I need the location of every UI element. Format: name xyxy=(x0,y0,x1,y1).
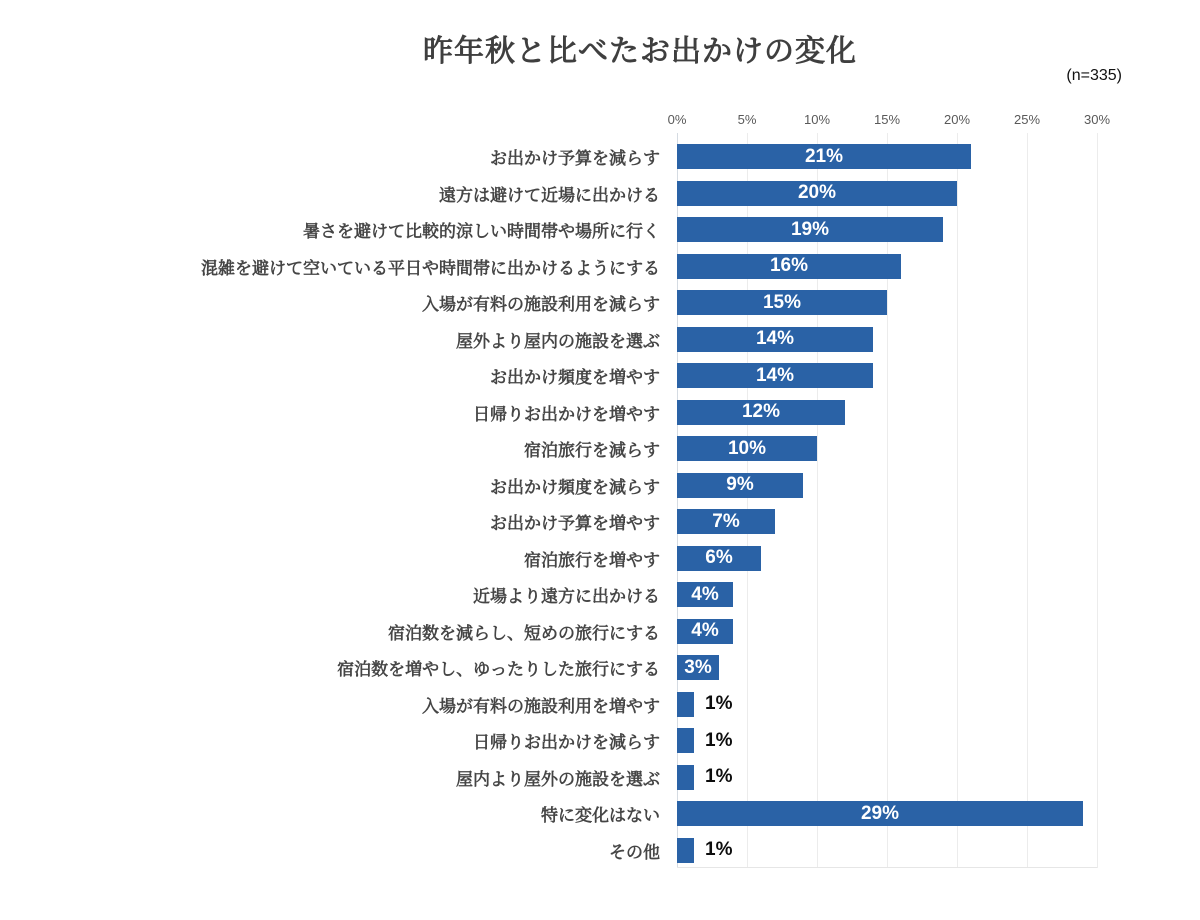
value-label: 7% xyxy=(712,510,740,532)
category-label: その他 xyxy=(609,842,660,862)
category-label: お出かけ頻度を増やす xyxy=(490,368,660,387)
value-label: 1% xyxy=(705,766,733,787)
bar xyxy=(677,327,873,352)
category-label: 入場が有料の施設利用を減らす xyxy=(422,295,660,314)
chart-row xyxy=(0,759,1200,796)
value-label: 19% xyxy=(790,218,830,240)
chart-row xyxy=(0,722,1200,759)
chart-row xyxy=(0,394,1200,431)
category-label: 屋内より屋外の施設を選ぶ xyxy=(456,769,660,789)
bar xyxy=(677,801,1083,826)
chart-row xyxy=(0,138,1200,175)
category-label: 屋外より屋内の施設を選ぶ xyxy=(456,331,660,351)
bar xyxy=(677,692,694,717)
x-axis-tick-label: 10% xyxy=(803,112,831,127)
category-label: 宿泊数を減らし、短めの旅行にする xyxy=(388,623,660,643)
chart-row xyxy=(0,284,1200,321)
chart-row xyxy=(0,576,1200,613)
x-axis-tick-label: 25% xyxy=(1013,112,1041,127)
bar xyxy=(677,473,803,498)
bar xyxy=(677,436,817,461)
category-label: 暑さを避けて比較的涼しい時間帯や場所に行く xyxy=(303,222,660,241)
value-label: 1% xyxy=(705,729,733,751)
category-label: 入場が有料の施設利用を増やす xyxy=(422,696,660,716)
value-label: 10% xyxy=(727,437,767,459)
sample-size-label: (n=335) xyxy=(1066,67,1122,84)
value-label: 1% xyxy=(705,693,733,714)
value-label: 16% xyxy=(769,255,809,276)
category-label: 日帰りお出かけを減らす xyxy=(473,733,660,752)
bar xyxy=(677,144,971,169)
value-label: 12% xyxy=(741,401,781,422)
x-axis-tick-label: 5% xyxy=(737,112,757,127)
category-label: 宿泊旅行を減らす xyxy=(524,441,660,460)
value-label: 21% xyxy=(804,145,844,167)
chart-row xyxy=(0,613,1200,650)
chart-row xyxy=(0,357,1200,394)
chart-title: 昨年秋と比べたお出かけの変化 xyxy=(423,35,857,68)
bar xyxy=(677,655,719,680)
category-label: 近場より遠方に出かける xyxy=(473,587,660,606)
x-axis-tick-label: 30% xyxy=(1083,112,1111,127)
value-label: 4% xyxy=(691,583,719,605)
bar xyxy=(677,400,845,425)
chart-row xyxy=(0,795,1200,832)
x-axis-tick-label: 15% xyxy=(873,112,901,127)
bar xyxy=(677,838,694,863)
chart-row xyxy=(0,503,1200,540)
value-label: 3% xyxy=(684,656,712,678)
bar xyxy=(677,765,694,790)
category-label: 遠方は避けて近場に出かける xyxy=(439,185,660,205)
x-axis-tick-label: 0% xyxy=(667,112,687,127)
x-axis-tick-label: 20% xyxy=(943,112,971,127)
chart-row xyxy=(0,467,1200,504)
category-label: 宿泊数を増やし、ゆったりした旅行にする xyxy=(337,660,660,679)
value-label: 1% xyxy=(705,839,733,860)
chart-row xyxy=(0,211,1200,248)
category-label: 混雑を避けて空いている平日や時間帯に出かけるようにする xyxy=(201,258,660,278)
bar xyxy=(677,509,775,534)
category-label: お出かけ予算を減らす xyxy=(490,149,660,168)
value-label: 20% xyxy=(797,182,837,203)
bar xyxy=(677,546,761,571)
chart-row xyxy=(0,321,1200,358)
category-label: 特に変化はない xyxy=(541,806,660,825)
bar xyxy=(677,728,694,753)
value-label: 6% xyxy=(705,547,733,568)
chart-row xyxy=(0,540,1200,577)
bar xyxy=(677,582,733,607)
bar xyxy=(677,290,887,315)
value-label: 9% xyxy=(726,474,754,495)
bar xyxy=(677,619,733,644)
value-label: 15% xyxy=(762,291,802,313)
bar xyxy=(677,217,943,242)
bar xyxy=(677,254,901,279)
category-label: お出かけ頻度を減らす xyxy=(490,477,660,497)
bar xyxy=(677,181,957,206)
category-label: 宿泊旅行を増やす xyxy=(524,550,660,570)
value-label: 14% xyxy=(755,364,795,386)
value-label: 14% xyxy=(755,328,795,349)
bar xyxy=(677,363,873,388)
chart-row xyxy=(0,248,1200,285)
chart-row xyxy=(0,686,1200,723)
chart-row xyxy=(0,430,1200,467)
category-label: お出かけ予算を増やす xyxy=(490,514,660,533)
chart-row xyxy=(0,832,1200,869)
category-label: 日帰りお出かけを増やす xyxy=(473,404,660,424)
chart-row xyxy=(0,649,1200,686)
value-label: 29% xyxy=(860,802,900,824)
chart-row xyxy=(0,175,1200,212)
value-label: 4% xyxy=(691,620,719,641)
